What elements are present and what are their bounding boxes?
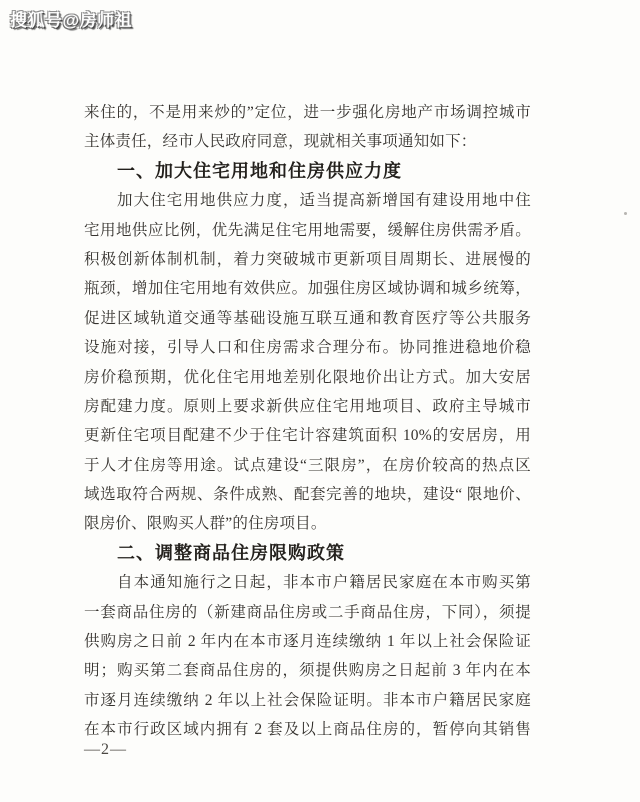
document-line: 主体责任，经市人民政府同意，现就相关事项通知如下： xyxy=(84,133,477,151)
section-heading: 二、调整商品住房限购政策 xyxy=(117,542,345,563)
document-line: 明；购买第二套商品住房的，须提供购房之日起前 3 年内在本 xyxy=(84,662,531,680)
document-line: 设施对接，引导人口和住房需求合理分布。协同推进稳地价稳 xyxy=(84,339,531,357)
page-number: —2— xyxy=(84,741,127,758)
document-line: 于人才住房等用途。试点建设“三限房”，在房价较高的热点区 xyxy=(84,456,531,474)
document-line: 更新住宅项目配建不少于住宅计容建筑面积 10%的安居房，用 xyxy=(84,427,531,445)
document-line: 瓶颈，增加住宅用地有效供应。加强住房区域协调和城乡统筹， xyxy=(84,280,531,298)
document-line: 加大住宅用地供应力度，适当提高新增国有建设用地中住 xyxy=(117,192,531,210)
document-line: 供购房之日前 2 年内在本市逐月连续缴纳 1 年以上社会保险证 xyxy=(84,633,531,651)
document-line: 一套商品住房的（新建商品住房或二手商品住房，下同），须提 xyxy=(84,603,531,621)
document-line: 限房价、限购买人群”的住房项目。 xyxy=(84,515,327,533)
document-line: 来住的，不是用来炒的”定位，进一步强化房地产市场调控城市 xyxy=(84,104,531,121)
document-line: 积极创新体制机制，着力突破城市更新项目周期长、进展慢的 xyxy=(84,250,531,268)
document-body xyxy=(84,98,531,745)
document-line: 在本市行政区域内拥有 2 套及以上商品住房的，暂停向其销售 xyxy=(84,721,531,739)
document-line: 促进区域轨道交通等基础设施互联互通和教育医疗等公共服务 xyxy=(84,309,531,327)
document-line: 房配建力度。原则上要求新供应住宅用地项目、政府主导城市 xyxy=(84,397,531,415)
document-line: 房价稳预期，优化住宅用地差别化限地价出让方式。加大安居 xyxy=(84,368,531,386)
watermark: 搜狐号@房师祖 xyxy=(10,11,133,30)
document-line: 自本通知施行之日起，非本市户籍居民家庭在本市购买第 xyxy=(117,574,531,592)
document-line: 宅用地供应比例，优先满足住宅用地需要，缓解住房供需矛盾。 xyxy=(84,221,531,239)
document-line: 域选取符合两规、条件成熟、配套完善的地块，建设“ 限地价、 xyxy=(84,486,531,504)
document-line: 市逐月连续缴纳 2 年以上社会保险证明。非本市户籍居民家庭 xyxy=(84,691,531,709)
section-heading: 一、加大住宅用地和住房供应力度 xyxy=(117,160,402,181)
scan-artifact-dot xyxy=(624,212,627,215)
